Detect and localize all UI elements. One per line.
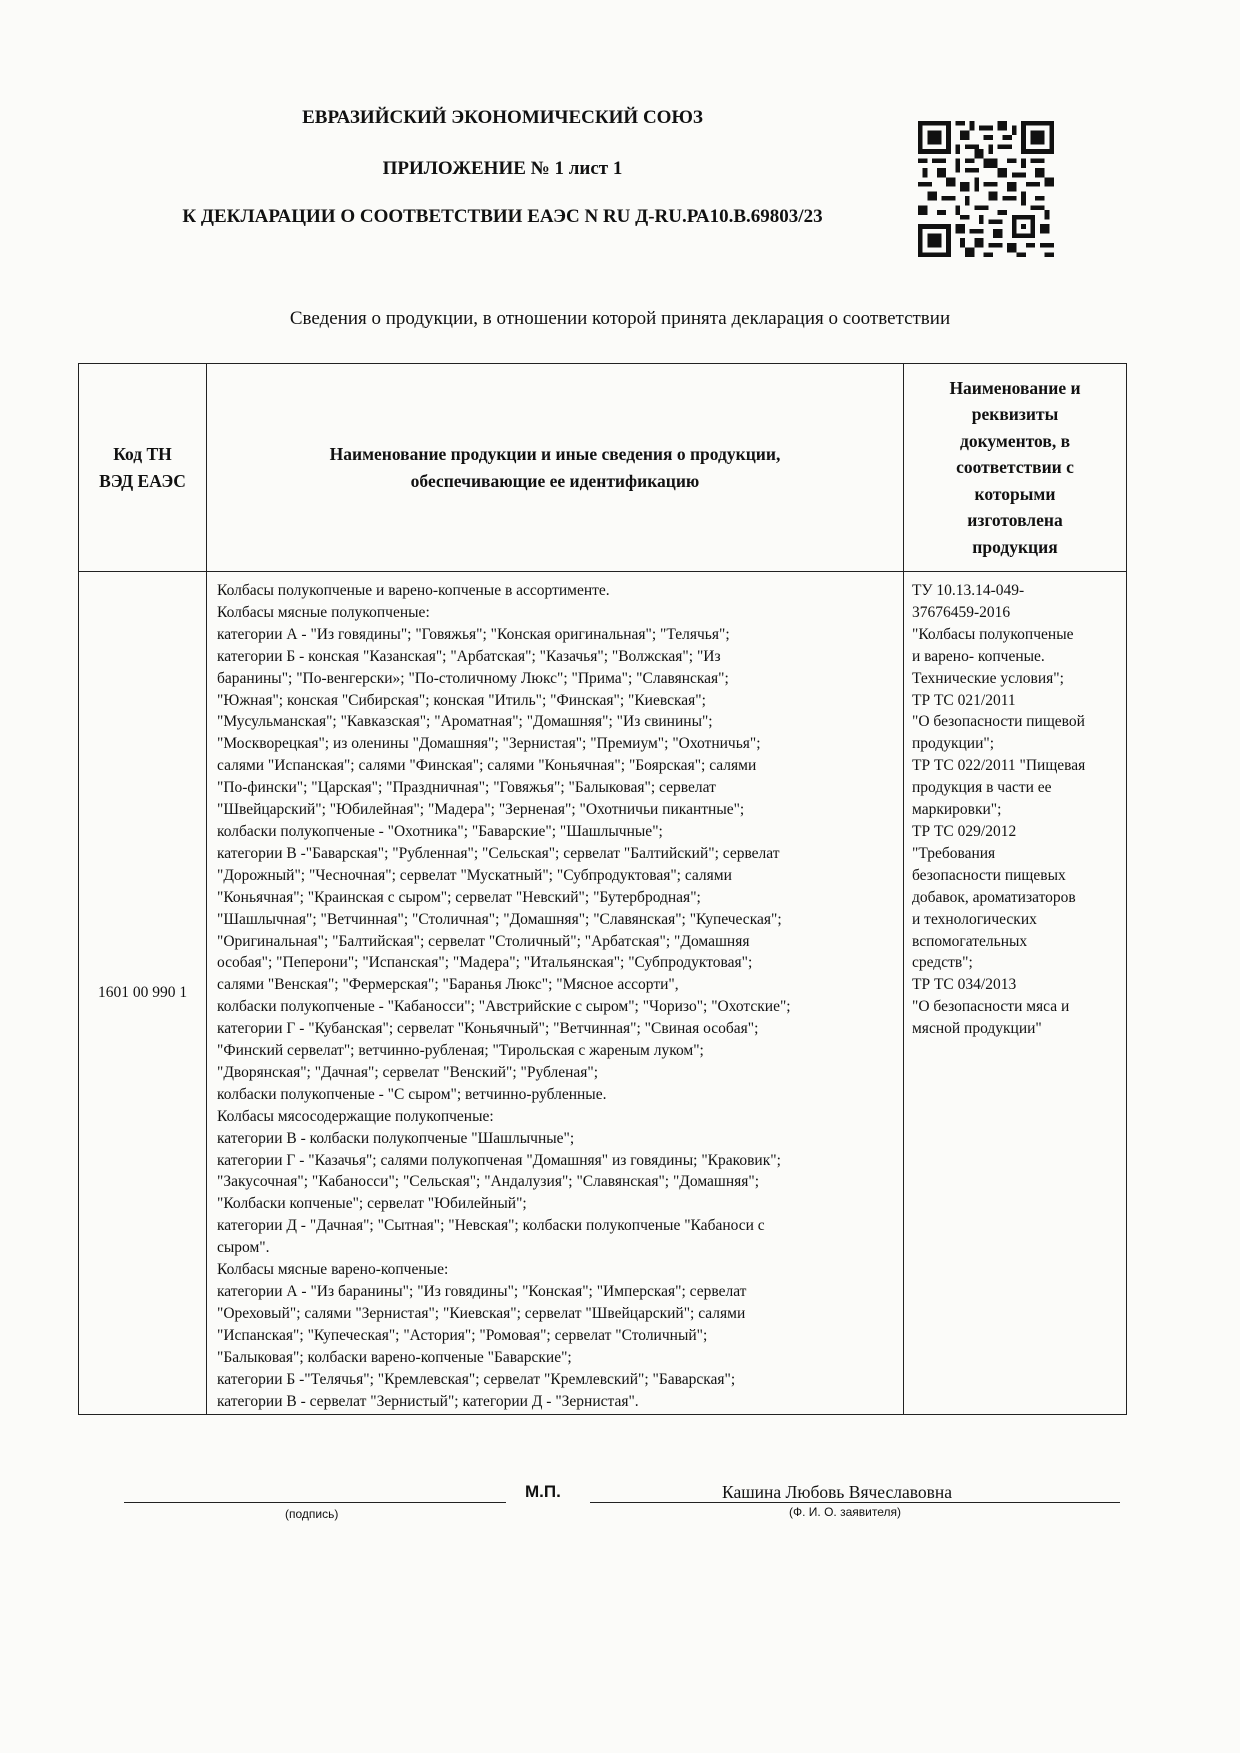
header-documents: Наименование и реквизиты документов, в соответствии с которыми изготовлена продукция bbox=[904, 364, 1127, 572]
product-line: колбаски полукопченые - "Кабаносси"; "Австрийские с сыром"; "Чоризо"; "Охотские"; bbox=[217, 998, 791, 1016]
document-line: и технологических bbox=[912, 910, 1037, 928]
document-line: добавок, ароматизаторов bbox=[912, 888, 1076, 906]
signature-line bbox=[124, 1502, 506, 1503]
name-caption: (Ф. И. О. заявителя) bbox=[789, 1505, 901, 1519]
document-line: ТР ТС 034/2013 bbox=[912, 976, 1017, 994]
product-line: категории В - колбаски полукопченые "Шашлычные"; bbox=[217, 1129, 575, 1147]
product-line: "Коньячная"; "Краинская с сыром"; сервелат "Невский"; "Бутербродная"; bbox=[217, 888, 701, 906]
document-line: ТР ТС 029/2012 bbox=[912, 822, 1017, 840]
document-line: вспомогательных bbox=[912, 932, 1028, 950]
product-line: Колбасы мясные варено-копченые: bbox=[217, 1261, 449, 1279]
document-line: мясной продукции" bbox=[912, 1020, 1042, 1038]
document-line: продукция в части ее bbox=[912, 779, 1052, 797]
tn-ved-code: 1601 00 990 1 bbox=[79, 572, 207, 1415]
product-line: баранины"; "По-венгерски»; "По-столичному Люкс"; "Прима"; "Славянская"; bbox=[217, 669, 729, 687]
product-line: "Закусочная"; "Кабаносси"; "Сельская"; "Андалузия"; "Славянская"; "Домашняя"; bbox=[217, 1173, 760, 1191]
table-header-row bbox=[79, 364, 1127, 572]
document-line: 37676459-2016 bbox=[912, 603, 1011, 621]
product-line: Колбасы мясосодержащие полукопченые: bbox=[217, 1107, 494, 1125]
document-line: ТР ТС 021/2011 bbox=[912, 691, 1016, 709]
product-line: "Москворецкая"; из оленины "Домашняя"; "Зернистая"; "Премиум"; "Охотничья"; bbox=[217, 735, 761, 753]
product-line: категории Г - "Казачья"; салями полукопченая "Домашняя" из говядины; "Краковик"; bbox=[217, 1151, 781, 1169]
product-line: "Швейцарский"; "Юбилейная"; "Мадера"; "Зерненая"; "Охотничьи пикантные"; bbox=[217, 801, 745, 819]
product-line: "Оригинальная"; "Балтийская"; сервелат "Столичный"; "Арбатская"; "Домашняя bbox=[217, 932, 750, 950]
document-line: Технические условия"; bbox=[912, 669, 1064, 687]
product-line: Колбасы полукопченые и варено-копченые в ассортименте. bbox=[217, 582, 610, 599]
product-line: "Шашлычная"; "Ветчинная"; "Столичная"; "Домашняя"; "Славянская"; "Купеческая"; bbox=[217, 910, 782, 928]
product-line: категории А - "Из баранины"; "Из говядины"; "Конская"; "Имперская"; сервелат bbox=[217, 1283, 747, 1300]
product-line: Колбасы мясные полукопченые: bbox=[217, 603, 430, 621]
product-line: категории В -"Баварская"; "Рубленная"; "Сельская"; сервелат "Балтийский"; сервелат bbox=[217, 844, 780, 862]
document-line: ТУ 10.13.14-049- bbox=[912, 582, 1025, 599]
document-line: "Требования bbox=[912, 844, 996, 862]
declaration-number: К ДЕКЛАРАЦИИ О СООТВЕТСТВИИ ЕАЭС N RU Д-RU.РА10.В.69803/23 bbox=[182, 206, 823, 227]
signature-caption: (подпись) bbox=[285, 1507, 339, 1521]
document-line: безопасности пищевых bbox=[912, 866, 1066, 884]
header-product-name: Наименование продукции и иные сведения о продукции, обеспечивающие ее идентификацию bbox=[207, 364, 904, 572]
qr-code-icon bbox=[918, 121, 1054, 257]
product-description bbox=[207, 572, 904, 1415]
product-line: категории Г - "Кубанская"; сервелат "Коньячный"; "Ветчинная"; "Свиная особая"; bbox=[217, 1020, 759, 1038]
union-title: ЕВРАЗИЙСКИЙ ЭКОНОМИЧЕСКИЙ СОЮЗ bbox=[302, 107, 703, 128]
document-lines bbox=[912, 580, 1122, 1040]
product-line: категории Д - "Дачная"; "Сытная"; "Невская"; колбаски полукопченые "Кабаноси с bbox=[217, 1217, 765, 1235]
product-line: колбаски полукопченые - "Охотника"; "Баварские"; "Шашлычные"; bbox=[217, 822, 663, 840]
table-row bbox=[79, 572, 1127, 1415]
document-line: "О безопасности пищевой bbox=[912, 713, 1085, 731]
document-line: маркировки"; bbox=[912, 801, 1002, 819]
product-line: категории Б -"Телячья"; "Кремлевская"; сервелат "Кремлевский"; "Баварская"; bbox=[217, 1370, 736, 1388]
section-subtitle: Сведения о продукции, в отношении которой принята декларация о соответствии bbox=[289, 308, 951, 329]
regulatory-documents bbox=[904, 572, 1127, 1415]
product-lines bbox=[217, 580, 897, 1412]
product-line: "Колбаски копченые"; сервелат "Юбилейный"; bbox=[217, 1195, 527, 1213]
document-line: и варено- копченые. bbox=[912, 647, 1045, 665]
product-line: "Балыковая"; колбаски варено-копченые "Баварские"; bbox=[217, 1348, 572, 1366]
document-line: ТР ТС 022/2011 "Пищевая bbox=[912, 757, 1086, 775]
document-line: "Колбасы полукопченые bbox=[912, 625, 1074, 643]
product-line: категории Б - конская "Казанская"; "Арбатская"; "Казачья"; "Волжская"; "Из bbox=[217, 647, 721, 665]
stamp-label: М.П. bbox=[525, 1482, 561, 1501]
product-line: категории А - "Из говядины"; "Говяжья"; "Конская оригинальная"; "Телячья"; bbox=[217, 625, 730, 643]
product-line: "Финский сервелат"; ветчинно-рубленая; "Тирольская с жареным луком"; bbox=[217, 1042, 704, 1060]
product-line: особая"; "Пеперони"; "Испанская"; "Мадера"; "Итальянская"; "Субпродуктовая"; bbox=[217, 954, 753, 972]
product-line: "Мусульманская"; "Кавказская"; "Ароматная"; "Домашняя"; "Из свинины"; bbox=[217, 713, 713, 731]
signer-name: Кашина Любовь Вячеславовна bbox=[722, 1482, 953, 1502]
product-line: "Дворянская"; "Дачная"; сервелат "Венский"; "Рубленая"; bbox=[217, 1063, 599, 1081]
product-line: "По-фински"; "Царская"; "Праздничная"; "Говяжья"; "Балыковая"; сервелат bbox=[217, 779, 716, 797]
product-line: "Южная"; конская "Сибирская"; конская "Итиль"; "Финская"; "Киевская"; bbox=[217, 691, 706, 709]
product-line: салями "Венская"; "Фермерская"; "Баранья Люкс"; "Мясное ассорти", bbox=[217, 976, 679, 994]
product-line: сыром". bbox=[217, 1239, 270, 1257]
header-tn-ved-code: Код ТН ВЭД ЕАЭС bbox=[79, 364, 207, 572]
document-line: средств"; bbox=[912, 954, 973, 972]
product-line: салями "Испанская"; салями "Финская"; салями "Коньячная"; "Боярская"; салями bbox=[217, 757, 757, 775]
product-table bbox=[78, 363, 1127, 1415]
appendix-title: ПРИЛОЖЕНИЕ № 1 лист 1 bbox=[382, 158, 623, 179]
product-line: колбаски полукопченые - "С сыром"; ветчинно-рубленные. bbox=[217, 1085, 607, 1103]
document-line: "О безопасности мяса и bbox=[912, 998, 1070, 1016]
product-line: "Дорожный"; "Чесночная"; сервелат "Мускатный"; "Субпродуктовая"; салями bbox=[217, 866, 732, 884]
product-line: "Ореховый"; салями "Зернистая"; "Киевская"; сервелат "Швейцарский"; салями bbox=[217, 1304, 746, 1322]
product-line: категории В - сервелат "Зернистый"; категории Д - "Зернистая". bbox=[217, 1392, 639, 1410]
product-line: "Испанская"; "Купеческая"; "Астория"; "Ромовая"; сервелат "Столичный"; bbox=[217, 1326, 708, 1344]
document-line: продукции"; bbox=[912, 735, 995, 753]
